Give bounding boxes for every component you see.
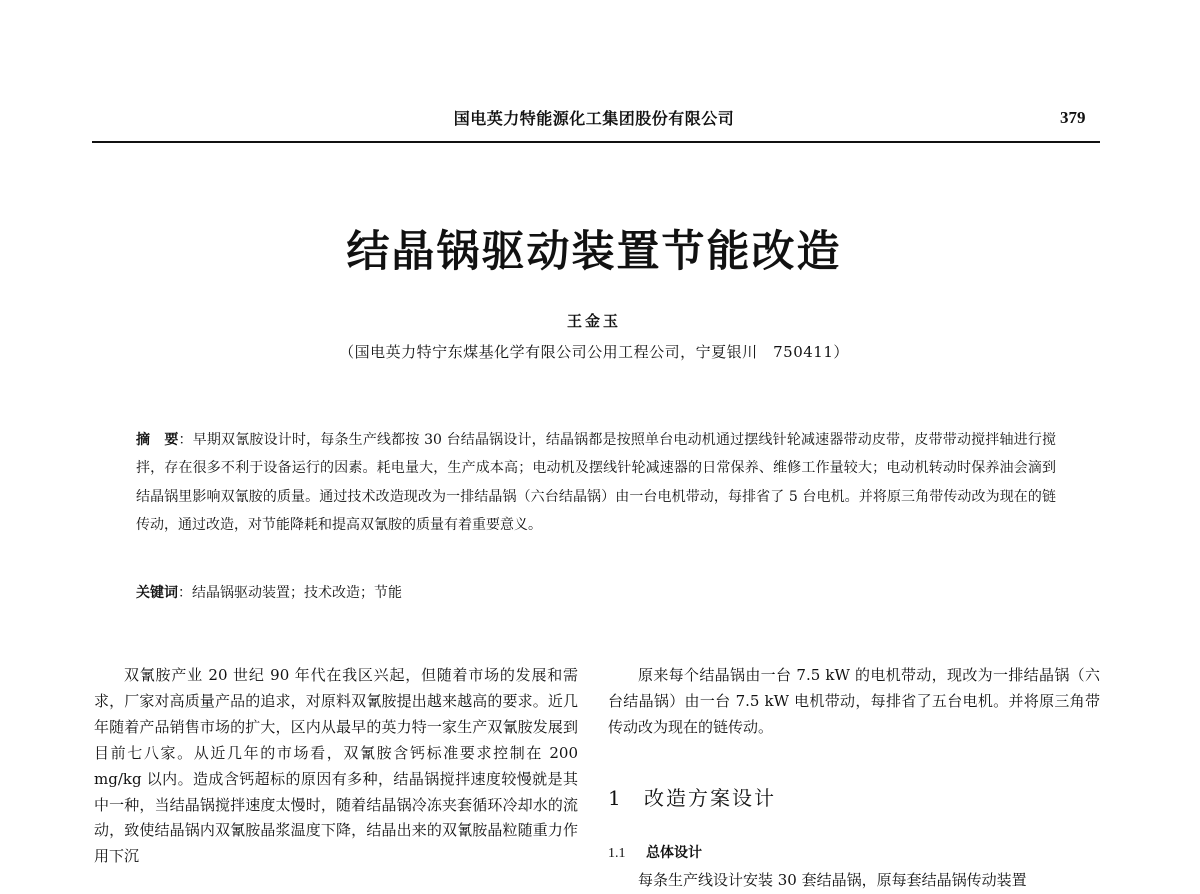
journal-organization: 国电英力特能源化工集团股份有限公司 [453, 109, 735, 128]
section-number: 1 [608, 786, 623, 810]
header-divider [92, 141, 1100, 143]
body-left-column [94, 663, 578, 870]
abstract [136, 426, 1056, 539]
abstract-text: ：早期双氰胺设计时，每条生产线都按 30 台结晶锅设计，结晶锅都是按照单台电动机通过摆线针轮减速器带动皮带，皮带带动搅拌轴进行搅拌，存在很多不利于设备运行的因素。耗电量大，生产成本高；电动机及摆线针轮减速器的日常保养、维修工作量较大；电动机转动时保养油会滴到结晶锅里影响双氰胺的质量。通过技术改造现改为一排结晶锅（六台结晶锅）由一台电机带动，每排省了 5 台电机。并将原三角带传动改为现在的链传动，通过改造，对节能降耗和提高双氰胺的质量有着重要意义。 [136, 432, 1056, 533]
keywords [136, 582, 402, 602]
keywords-text: ：结晶锅驱动装置；技术改造；节能 [178, 585, 402, 601]
article-title: 结晶锅驱动装置节能改造 [346, 227, 842, 277]
section-title: 改造方案设计 [644, 786, 776, 810]
right-paragraph: 原来每个结晶锅由一台 7.5 kW 的电机带动，现改为一排结晶锅（六台结晶锅）由一台 7.5 kW 电机带动，每排省了五台电机。并将原三角带传动改为现在的链传动。 [608, 666, 1100, 736]
body-right-column [608, 663, 1100, 741]
subsection-number: 1.1 [608, 846, 626, 861]
author-affiliation: （国电英力特宁东煤基化学有限公司公用工程公司，宁夏银川 750411） [339, 343, 849, 361]
abstract-label: 摘 要 [136, 432, 179, 448]
page-number: 379 [1060, 108, 1086, 127]
section-heading [608, 782, 776, 811]
intro-paragraph: 双氰胺产业 20 世纪 90 年代在我区兴起，但随着市场的发展和需求，厂家对高质量产品的追求，对原料双氰胺提出越来越高的要求。近几年随着产品销售市场的扩大，区内从最早的英力特一家生产双氰胺发展到目前七八家。从近几年的市场看，双氰胺含钙标准要求控制在 200 mg/kg 以内。造成含钙超标的原因有多种，结晶锅搅拌速度较慢就是其中一种，当结晶锅搅拌速度太慢时，随着结晶锅冷冻夹套循环冷却水的流动，致使结晶锅内双氰胺晶浆温度下降，结晶出来的双氰胺晶粒随重力作用下沉 [94, 666, 578, 866]
subsection-title: 总体设计 [646, 845, 702, 861]
keywords-label: 关键词 [136, 585, 178, 601]
subsection-heading [608, 842, 702, 862]
author-name: 王金玉 [566, 312, 621, 330]
subsection-paragraph: 每条生产线设计安装 30 套结晶锅，原每套结晶锅传动装置 [638, 871, 1027, 889]
